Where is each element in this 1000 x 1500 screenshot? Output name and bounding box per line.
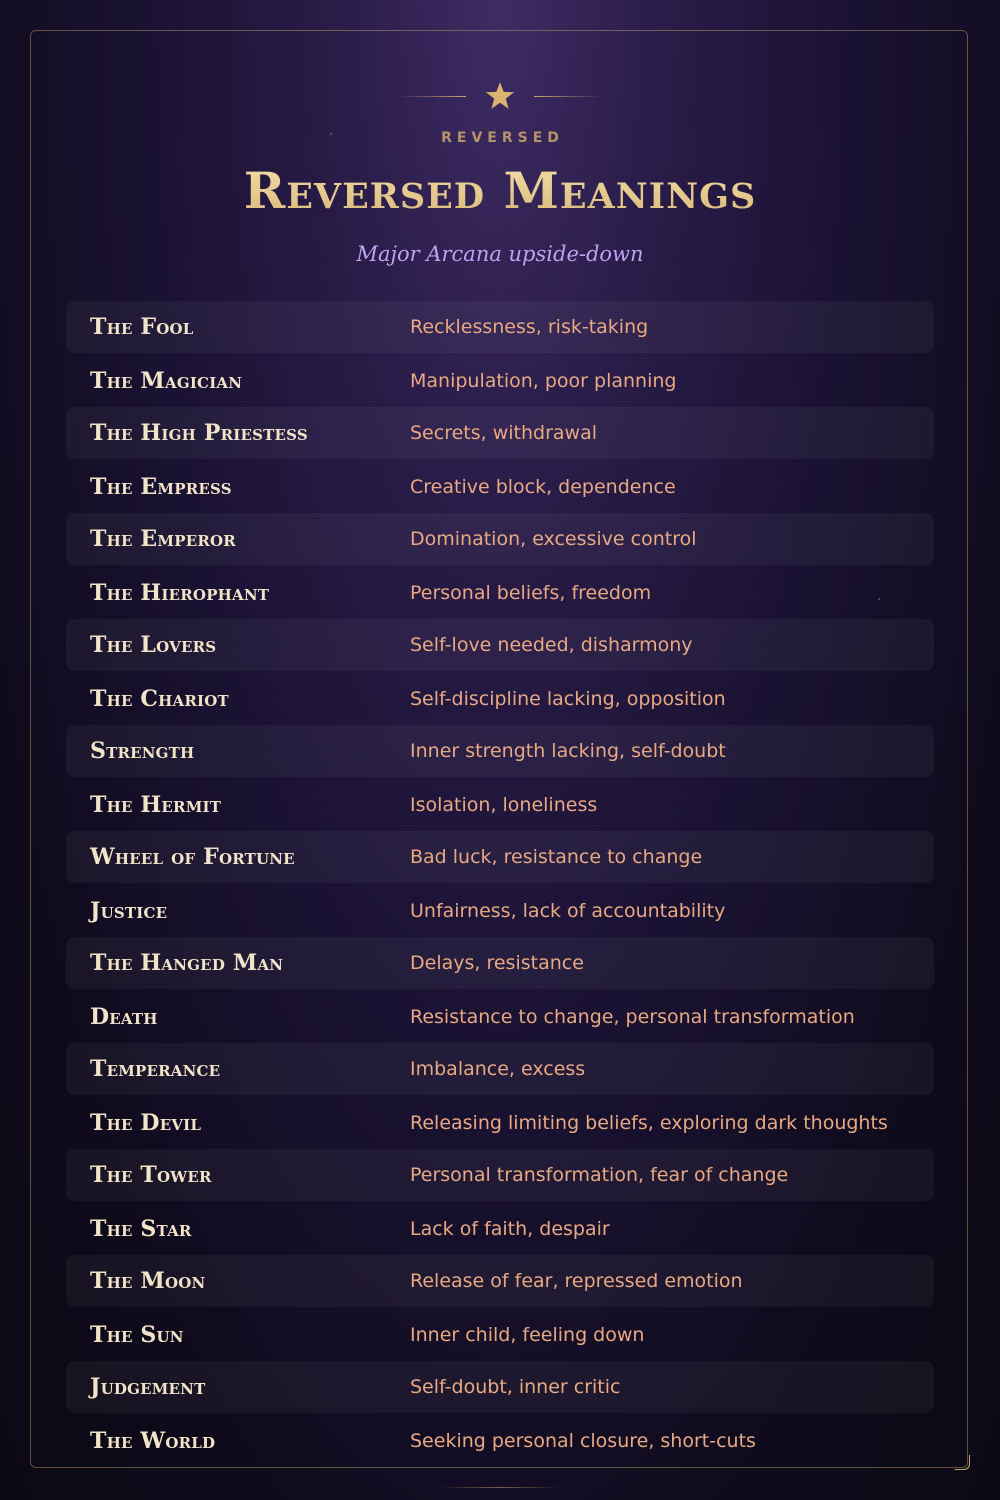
list-item <box>66 407 934 459</box>
card-name: Temperance <box>90 1056 221 1082</box>
card-name: The Star <box>90 1215 192 1242</box>
card-meaning: Recklessness, risk-taking <box>410 316 649 338</box>
list-item <box>66 778 934 831</box>
card-name: The Chariot <box>90 685 229 712</box>
list-item <box>66 1414 934 1467</box>
card-name: The Emperor <box>90 526 236 552</box>
list-item <box>66 1149 934 1201</box>
list-item <box>66 1043 934 1095</box>
card-name: Wheel of Fortune <box>90 844 295 870</box>
star-icon <box>484 80 516 112</box>
list-item <box>66 566 934 619</box>
card-name: The High Priestess <box>90 420 308 446</box>
card-meaning: Personal transformation, fear of change <box>410 1164 789 1186</box>
card-meaning: Delays, resistance <box>410 952 584 974</box>
card-name: The Empress <box>90 473 232 500</box>
list-item <box>66 831 934 883</box>
card-meaning: Isolation, loneliness <box>410 793 598 816</box>
header-ornament <box>0 80 1000 112</box>
card-meaning: Seeking personal closure, short-cuts <box>410 1429 756 1452</box>
ornament-line-left <box>400 96 466 97</box>
card-meaning: Manipulation, poor planning <box>410 369 677 392</box>
card-meaning: Secrets, withdrawal <box>410 422 597 444</box>
page-subtitle: Major Arcana upside-down <box>356 242 644 266</box>
list-item <box>66 1096 934 1149</box>
card-name: The Magician <box>90 367 243 394</box>
card-meaning: Creative block, dependence <box>410 475 676 498</box>
card-name: The Hierophant <box>90 579 270 606</box>
page-title: Reversed Meanings <box>0 160 1000 222</box>
card-name: Justice <box>90 897 168 924</box>
list-item <box>66 354 934 407</box>
list-item <box>66 725 934 777</box>
list-item <box>66 1308 934 1361</box>
meanings-list <box>66 301 934 1467</box>
list-item <box>66 884 934 937</box>
list-item <box>66 990 934 1043</box>
card-name: The Sun <box>90 1321 184 1348</box>
list-item <box>66 513 934 565</box>
bottom-divider <box>440 1487 560 1488</box>
card-meaning: Resistance to change, personal transformation <box>410 1005 855 1028</box>
frame-corner-accent <box>955 1455 970 1470</box>
card-name: The World <box>90 1427 216 1454</box>
list-item <box>66 1255 934 1307</box>
list-item <box>66 672 934 725</box>
card-meaning: Self-discipline lacking, opposition <box>410 687 726 710</box>
card-name: The Fool <box>90 314 194 340</box>
card-meaning: Bad luck, resistance to change <box>410 846 703 868</box>
eyebrow-label: REVERSED <box>441 130 564 146</box>
card-name: The Lovers <box>90 632 217 658</box>
list-item <box>66 619 934 671</box>
card-meaning: Inner strength lacking, self-doubt <box>410 740 726 762</box>
card-meaning: Lack of faith, despair <box>410 1217 610 1240</box>
card-name: The Moon <box>90 1268 206 1294</box>
list-item <box>66 1202 934 1255</box>
list-item <box>66 937 934 989</box>
card-meaning: Self-doubt, inner critic <box>410 1376 621 1398</box>
card-meaning: Release of fear, repressed emotion <box>410 1270 743 1292</box>
card-meaning: Imbalance, excess <box>410 1058 586 1080</box>
card-meaning: Self-love needed, disharmony <box>410 634 693 656</box>
ornament-line-right <box>534 96 600 97</box>
card-name: Judgement <box>90 1374 206 1400</box>
card-name: The Hanged Man <box>90 950 284 976</box>
card-meaning: Inner child, feeling down <box>410 1323 645 1346</box>
list-item <box>66 460 934 513</box>
card-name: The Tower <box>90 1162 212 1188</box>
list-item <box>66 301 934 353</box>
card-name: Death <box>90 1003 158 1030</box>
card-meaning: Unfairness, lack of accountability <box>410 899 726 922</box>
card-name: Strength <box>90 738 195 764</box>
list-item <box>66 1361 934 1413</box>
card-meaning: Releasing limiting beliefs, exploring dark thoughts <box>410 1111 888 1134</box>
card-name: The Devil <box>90 1109 202 1136</box>
card-meaning: Personal beliefs, freedom <box>410 581 652 604</box>
card-meaning: Domination, excessive control <box>410 528 697 550</box>
card-name: The Hermit <box>90 791 222 818</box>
